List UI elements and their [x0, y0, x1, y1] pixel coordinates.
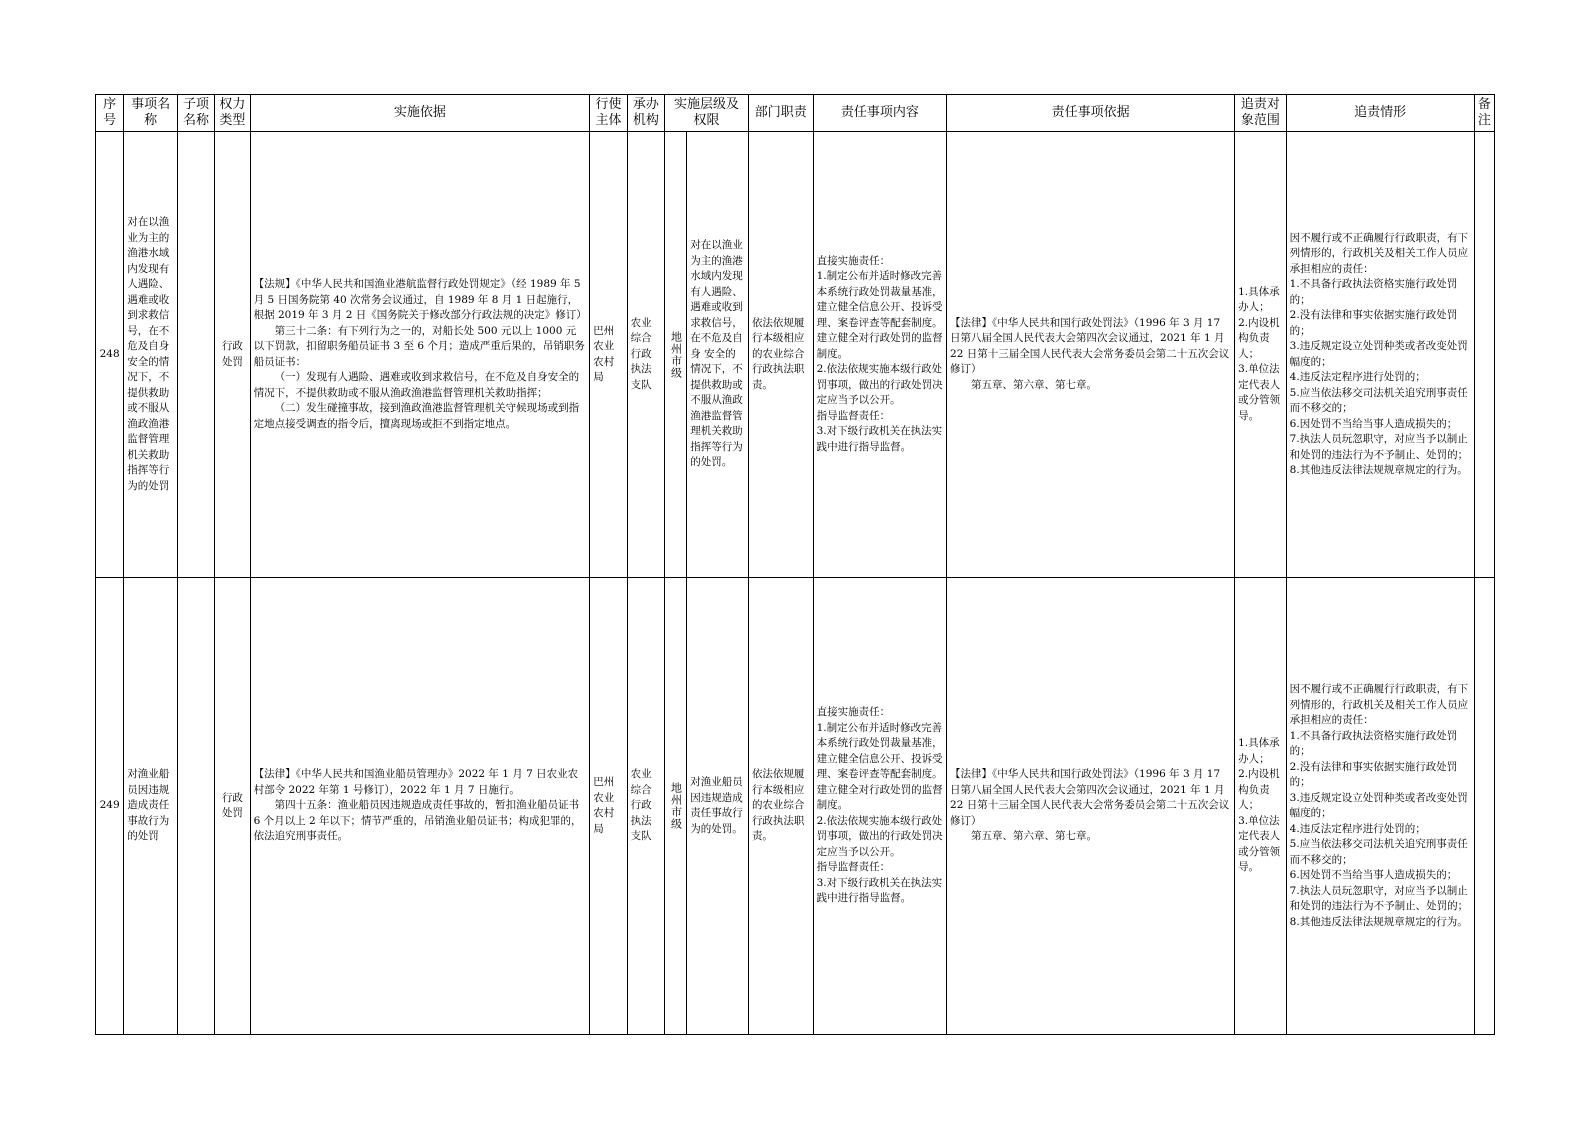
sub-name-cell [177, 132, 214, 578]
org-cell: 农业综合行政执法支队 [627, 578, 664, 1035]
item-name-cell: 对在以渔业为主的渔港水域内发现有人遇险、遇难或收到求救信号，在不危及自身安全的情况下，不提供救助或不服从渔政渔港监督管理机关救助指挥等行为的处罚 [124, 132, 178, 578]
remark-cell [1474, 132, 1494, 578]
header-situation: 追责情形 [1286, 95, 1474, 132]
power-type-cell: 行政处罚 [215, 578, 250, 1035]
org-cell: 农业综合行政执法支队 [627, 132, 664, 578]
level-cell [665, 132, 687, 578]
header-basis: 实施依据 [250, 95, 590, 132]
table-row [96, 132, 1495, 578]
resp-basis-cell [947, 578, 1235, 1035]
basis-cell [250, 578, 590, 1035]
dept-duty-cell: 依法依规履行本级相应的农业综合行政执法职责。 [748, 578, 813, 1035]
header-remark: 备注 [1474, 95, 1494, 132]
basis-line: 【法律】《中华人民共和国渔业船员管理办》2022 年 1 月 7 日农业农村部令 2022 年第 1 号修订），2022 年 1 月 7 日施行。 [253, 768, 579, 796]
level-power-cell: 对在以渔业为主的渔港水域内发现有人遇险、遇难或收到求救信号，在不危及自身 安全的情况下，不提供救助或不服从渔政渔港监督管理机关救助指挥等行为的处罚。 [687, 132, 749, 578]
basis-line: 第三十二条：有下列行为之一的，对船长处 500 元以上 1000 元以下罚款，扣留职务船员证书 3 至 6 个月；造成严重后果的，吊销职务船员证书： [253, 324, 585, 368]
table-row [96, 578, 1495, 1035]
level-text: 地州市级 [669, 782, 683, 830]
header-level: 实施层级及权限 [665, 95, 749, 132]
subject-cell: 巴州农业农村局 [590, 578, 627, 1035]
power-list-table [95, 94, 1495, 1035]
level-power-cell: 对渔业船员因违规造成责任事故行为的处罚。 [687, 578, 749, 1035]
basis-line: （一）发现有人遇险、遇难或收到求救信号，在不危及自身安全的情况下，不提供救助或不服从渔政渔港监督管理机关救助指挥； [253, 371, 580, 399]
dept-duty-cell: 依法依规履行本级相应的农业综合行政执法职责。 [748, 132, 813, 578]
remark-cell [1474, 578, 1494, 1035]
resp-basis-law: 【法律】《中华人民共和国行政处罚法》（1996 年 3 月 17 日第八届全国人民代表大会第四次会议通过，2021 年 1 月 22 日第十三届全国人民代表大会常务委员会第二十五次会议修订） [950, 768, 1230, 827]
situation-cell: 因不履行或不正确履行行政职责，有下列情形的，行政机关及相关工作人员应承担相应的责任： 1.不具备行政执法资格实施行政处罚的； 2.没有法律和事实依据实施行政处罚的； 3.违反规定设立处罚种类或者改变处罚幅度的； 4.违反法定程序进行处罚的； 5.应当依法移交司法机关追究刑事责任而不移交的； 6.因处罚不当给当事人造成损失的； 7.执法人员玩忽职守，对应当予以制止和处罚的违法行为不予制止、处罚的； 8.其他违反法律法规规章规定的行为。 [1286, 132, 1474, 578]
header-sub-name: 子项名称 [177, 95, 214, 132]
header-power-type: 权力类型 [215, 95, 250, 132]
level-text: 地州市级 [669, 330, 683, 379]
scope-cell: 1.具体承办人； 2.内设机构负责人； 3.单位法定代表人或分管领导。 [1235, 132, 1287, 578]
item-name-cell: 对渔业船员因违规造成责任事故行为的处罚 [124, 578, 178, 1035]
header-resp-basis: 责任事项依据 [947, 95, 1235, 132]
resp-basis-chapters: 第五章、第六章、第七章。 [971, 378, 1098, 391]
seq-cell: 248 [96, 132, 124, 578]
basis-line: 【法规】《中华人民共和国渔业港航监督行政处罚规定》（经 1989 年 5 月 5 日国务院第 40 次常务会议通过，自 1989 年 8 月 1 日起施行，根据 2019 年 3 月 2 日《国务院关于修改部分行政法规的决定》修订） [253, 278, 587, 321]
situation-cell: 因不履行或不正确履行行政职责，有下列情形的，行政机关及相关工作人员应承担相应的责任： 1.不具备行政执法资格实施行政处罚的； 2.没有法律和事实依据实施行政处罚的； 3.违反规定设立处罚种类或者改变处罚幅度的； 4.违反法定程序进行处罚的； 5.应当依法移交司法机关追究刑事责任而不移交的； 6.因处罚不当给当事人造成损失的； 7.执法人员玩忽职守，对应当予以制止和处罚的违法行为不予制止、处罚的； 8.其他违反法律法规规章规定的行为。 [1286, 578, 1474, 1035]
header-row [96, 95, 1495, 132]
header-resp-content: 责任事项内容 [813, 95, 946, 132]
resp-content-cell: 直接实施责任： 1.制定公布并适时修改完善本系统行政处罚裁量基准，建立健全信息公开、投诉受理、案卷评查等配套制度。建立健全对行政处罚的监督制度。 2.依法依规实施本级行政处罚事项，做出的行政处罚决定应当予以公开。 指导监督责任： 3.对下级行政机关在执法实践中进行指导监督。 [813, 578, 946, 1035]
scope-cell: 1.具体承办人； 2.内设机构负责人； 3.单位法定代表人或分管领导。 [1235, 578, 1287, 1035]
resp-basis-law: 【法律】《中华人民共和国行政处罚法》（1996 年 3 月 17 日第八届全国人民代表大会第四次会议通过，2021 年 1 月 22 日第十三届全国人民代表大会常务委员会第二十五次会议修订） [950, 316, 1230, 376]
header-dept-duty: 部门职责 [748, 95, 813, 132]
resp-basis-cell [947, 132, 1235, 578]
resp-basis-chapters: 第五章、第六章、第七章。 [971, 830, 1098, 843]
basis-line: （二）发生碰撞事故，接到渔政渔港监督管理机关守候现场或到指定地点接受调查的指令后，擅离现场或拒不到指定地点。 [253, 402, 580, 430]
resp-content-cell: 直接实施责任： 1.制定公布并适时修改完善本系统行政处罚裁量基准，建立健全信息公开、投诉受理、案卷评查等配套制度。建立健全对行政处罚的监督制度。 2.依法依规实施本级行政处罚事项，做出的行政处罚决定应当予以公开。 指导监督责任： 3.对下级行政机关在执法实践中进行指导监督。 [813, 132, 946, 578]
level-cell [665, 578, 687, 1035]
sub-name-cell [177, 578, 214, 1035]
header-seq: 序号 [96, 95, 124, 132]
seq-cell: 249 [96, 578, 124, 1035]
basis-line: 第四十五条：渔业船员因违规造成责任事故的，暂扣渔业船员证书 6 个月以上 2 年以下；情节严重的，吊销渔业船员证书；构成犯罪的，依法追究刑事责任。 [253, 799, 582, 843]
header-scope: 追责对象范围 [1235, 95, 1287, 132]
subject-cell: 巴州农业农村局 [590, 132, 627, 578]
header-subject: 行使主体 [590, 95, 627, 132]
header-item-name: 事项名称 [124, 95, 178, 132]
basis-cell [250, 132, 590, 578]
header-org: 承办机构 [627, 95, 664, 132]
power-type-cell: 行政处罚 [215, 132, 250, 578]
